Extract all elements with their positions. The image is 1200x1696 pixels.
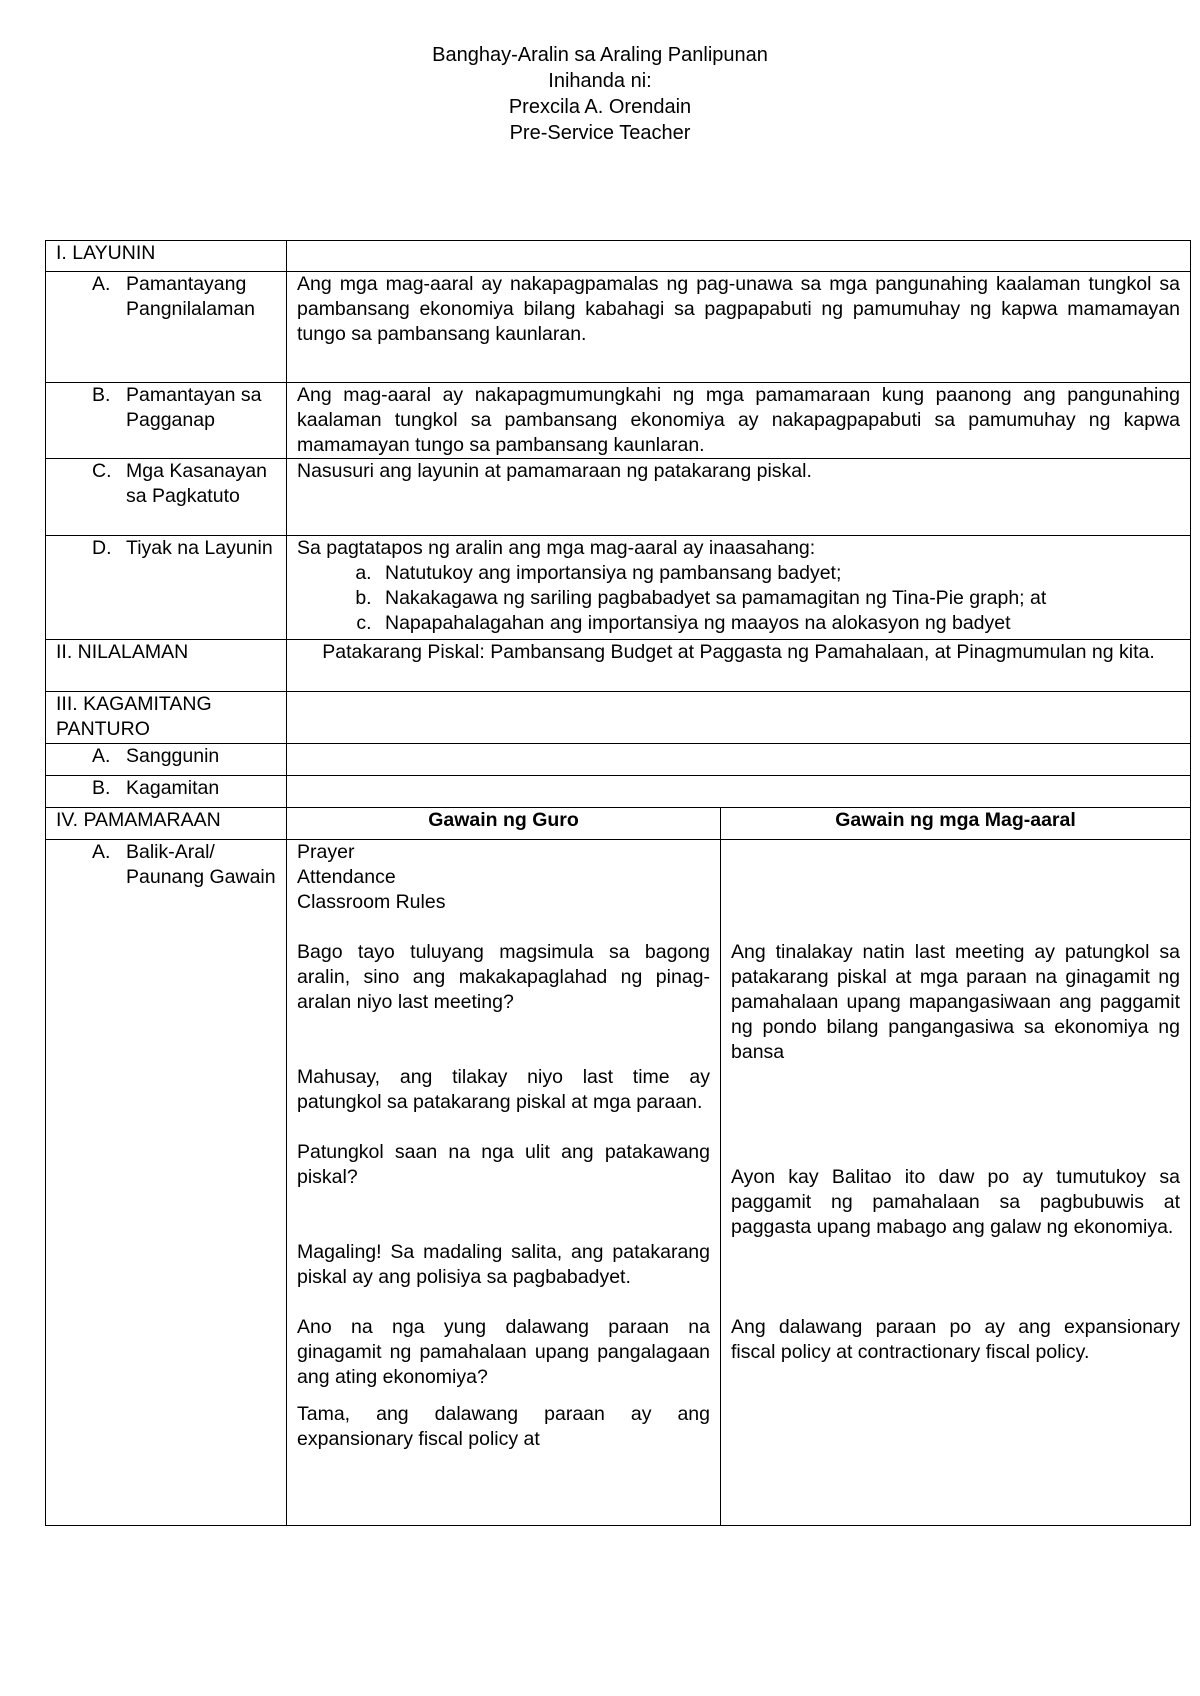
item-letter: B. bbox=[92, 777, 111, 799]
teacher-rules: Classroom Rules bbox=[297, 891, 446, 913]
table-row bbox=[46, 272, 1191, 383]
table-row bbox=[46, 744, 1191, 776]
teacher-question-2: Patungkol saan na nga ulit ang patakawang piskal? bbox=[297, 1141, 710, 1188]
table-row bbox=[46, 692, 1191, 744]
teacher-prayer: Prayer bbox=[297, 841, 355, 863]
label-sanggunin: Sanggunin bbox=[126, 745, 220, 767]
label-cell bbox=[46, 776, 287, 808]
label-tiyak-na-layunin: Tiyak na Layunin bbox=[126, 537, 273, 559]
lesson-plan-table bbox=[45, 240, 1191, 1526]
author-role: Pre-Service Teacher bbox=[509, 122, 691, 144]
item-letter: A. bbox=[92, 273, 111, 295]
objectives-list bbox=[297, 561, 1180, 636]
item-letter: B. bbox=[92, 384, 111, 406]
objectives-intro: Sa pagtatapos ng aralin ang mga mag-aaral ay inaasahang: bbox=[297, 537, 816, 559]
table-row bbox=[46, 640, 1191, 692]
teacher-activities bbox=[287, 840, 721, 1526]
document-title: Banghay-Aralin sa Araling Panlipunan bbox=[432, 44, 768, 66]
table-row bbox=[46, 383, 1191, 459]
section-heading-nilalaman: II. NILALAMAN bbox=[46, 640, 287, 692]
student-answer-1: Ang tinalakay natin last meeting ay patungkol sa patakarang piskal at mga paraan na ginagamit ng pamahalaan upang mapangasiwaan ang paggamit ng pondo bilang pangangasiwa sa ekonomiya ng bansa bbox=[731, 941, 1180, 1063]
label-cell bbox=[46, 744, 287, 776]
content-tiyak-na-layunin bbox=[287, 536, 1191, 640]
student-answer-2: Ayon kay Balitao ito daw po ay tumutukoy sa paggamit ng pamahalaan sa pagbubuwis at paggasta upang mabago ang galaw ng ekonomiya. bbox=[731, 1166, 1180, 1238]
column-header-guro: Gawain ng Guro bbox=[287, 808, 721, 840]
column-header-mag-aaral: Gawain ng mga Mag-aaral bbox=[721, 808, 1191, 840]
section-heading-layunin: I. LAYUNIN bbox=[46, 241, 287, 272]
table-row bbox=[46, 808, 1191, 840]
content-pamantayang-pangnilalaman: Ang mga mag-aaral ay nakapagpamalas ng pag-unawa sa mga pangunahing kaalaman tungkol sa pambansang ekonomiya bilang kabahagi sa pagpapabuti ng pamumuhay ng kapwa mamamayan tungo sa pambansang kaunlaran. bbox=[287, 272, 1191, 383]
label-kagamitan: Kagamitan bbox=[126, 777, 220, 799]
table-row bbox=[46, 776, 1191, 808]
teacher-response-3: Tama, ang dalawang paraan ay ang expansionary fiscal policy at bbox=[297, 1403, 710, 1450]
content-nilalaman: Patakarang Piskal: Pambansang Budget at Paggasta ng Pamahalaan, at Pinagmumulan ng kita. bbox=[287, 640, 1191, 692]
table-row bbox=[46, 459, 1191, 536]
table-row bbox=[46, 840, 1191, 1526]
table-row bbox=[46, 241, 1191, 272]
section-heading-kagamitan: III. KAGAMITANG PANTURO bbox=[46, 692, 287, 744]
label-cell bbox=[46, 459, 287, 536]
item-letter: A. bbox=[92, 841, 111, 863]
document-header bbox=[0, 42, 1200, 146]
label-cell bbox=[46, 840, 287, 1526]
label-cell bbox=[46, 536, 287, 640]
table-row bbox=[46, 536, 1191, 640]
list-item: b. Nakakagawa ng sariling pagbabadyet sa pamamagitan ng Tina-Pie graph; at bbox=[377, 586, 1180, 611]
student-answer-3: Ang dalawang paraan po ay ang expansionary fiscal policy at contractionary fiscal policy. bbox=[731, 1316, 1180, 1363]
item-letter: A. bbox=[92, 745, 111, 767]
label-cell bbox=[46, 383, 287, 459]
list-item: a. Natutukoy ang importansiya ng pambansang badyet; bbox=[377, 561, 1180, 586]
content-mga-kasanayan: Nasusuri ang layunin at pamamaraan ng patakarang piskal. bbox=[287, 459, 1191, 536]
label-pamantayang-pangnilalaman: Pamantayang Pangnilalaman bbox=[126, 273, 256, 320]
label-cell bbox=[46, 272, 287, 383]
label-mga-kasanayan: Mga Kasanayan sa Pagkatuto bbox=[126, 460, 267, 507]
label-pamantayan-sa-pagganap: Pamantayan sa Pagganap bbox=[126, 384, 262, 431]
prepared-by-label: Inihanda ni: bbox=[548, 70, 652, 92]
teacher-question-1: Bago tayo tuluyang magsimula sa bagong aralin, sino ang makakapaglahad ng pinag-aralan niyo last meeting? bbox=[297, 941, 710, 1013]
teacher-response-1: Mahusay, ang tilakay niyo last time ay patungkol sa patakarang piskal at mga paraan. bbox=[297, 1066, 710, 1113]
teacher-response-2: Magaling! Sa madaling salita, ang patakarang piskal ay ang polisiya sa pagbabadyet. bbox=[297, 1241, 710, 1288]
label-balik-aral: Balik-Aral/ Paunang Gawain bbox=[126, 841, 276, 888]
item-letter: C. bbox=[92, 460, 112, 482]
list-item: c. Napapahalagahan ang importansiya ng maayos na alokasyon ng badyet bbox=[377, 611, 1180, 636]
author-name: Prexcila A. Orendain bbox=[508, 96, 692, 118]
teacher-attendance: Attendance bbox=[297, 866, 396, 888]
item-letter: D. bbox=[92, 537, 112, 559]
student-activities bbox=[721, 840, 1191, 1526]
teacher-question-3: Ano na nga yung dalawang paraan na ginagamit ng pamahalaan upang pangalagaan ang ating ekonomiya? bbox=[297, 1316, 710, 1388]
section-heading-pamamaraan: IV. PAMAMARAAN bbox=[46, 808, 287, 840]
content-pamantayan-sa-pagganap: Ang mag-aaral ay nakapagmumungkahi ng mga pamamaraan kung paanong ang pangunahing kaalaman tungkol sa pambansang ekonomiya ay nakapagpapabuti sa pamumuhay ng kapwa mamamayan tungo sa pambansang kaunlaran. bbox=[287, 383, 1191, 459]
